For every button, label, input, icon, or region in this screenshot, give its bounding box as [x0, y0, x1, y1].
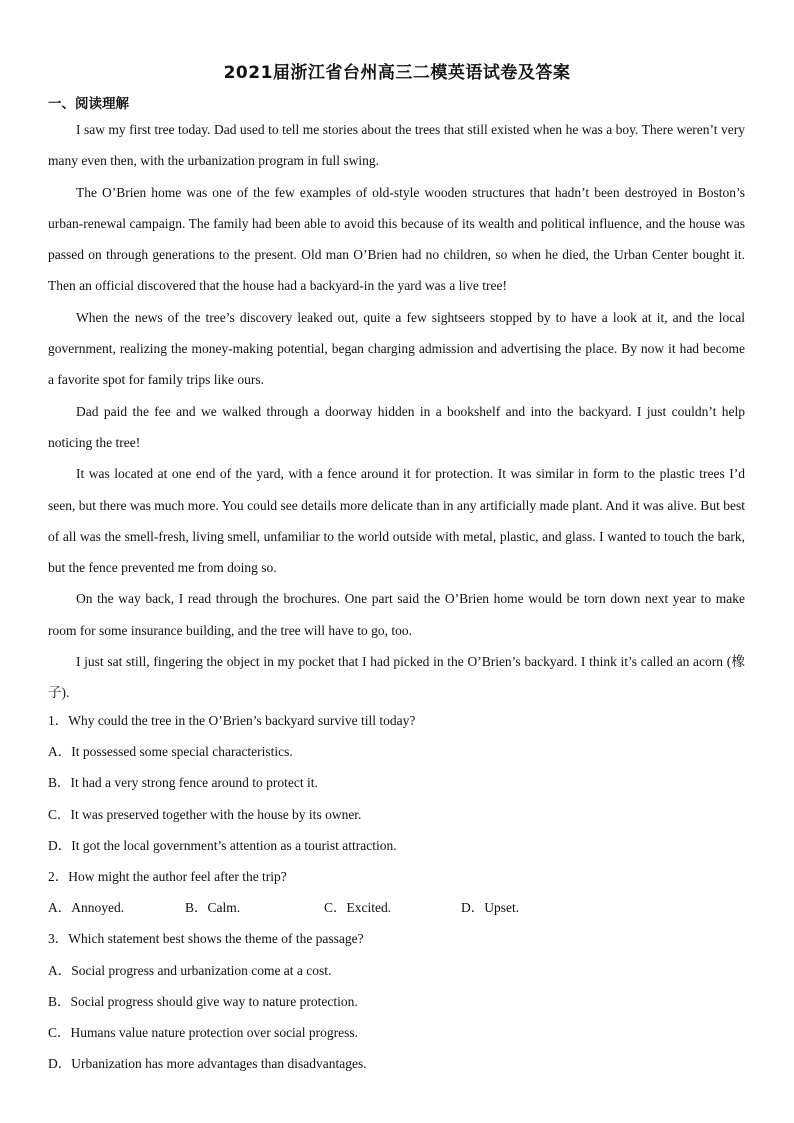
passage-paragraph: Dad paid the fee and we walked through a doorway hidden in a bookshelf and into the backyard. I just couldn’t help noticing the tree! [48, 403, 745, 450]
answer-option: A．Social progress and urbanization come at a cost. [48, 962, 332, 978]
answer-option: B．Social progress should give way to nature protection. [48, 993, 358, 1009]
answer-option: D．It got the local government’s attention as a tourist attraction. [48, 837, 397, 853]
passage-paragraph: On the way back, I read through the brochures. One part said the O’Brien home would be torn down next year to make room for some insurance building, and the tree will have to go, too. [48, 591, 745, 638]
answer-option: B．It had a very strong fence around to protect it. [48, 775, 318, 791]
answer-option: C．Excited. [324, 900, 392, 916]
question-stem: 2．How might the author feel after the trip? [48, 869, 287, 885]
question-stem: 3．Which statement best shows the theme of the passage? [48, 931, 364, 947]
passage-paragraph: The O’Brien home was one of the few examples of old-style wooden structures that hadn’t been destroyed in Boston’s urban-renewal campaign. The family had been able to avoid this because of its wealth and political influence, and the house was passed on through generations to the present. Old man O’Brien had no children, so when he died, the Urban Center bought it. Then an official discovered that the house had a backyard-in the yard was a live tree! [48, 184, 745, 294]
passage-paragraph: I just sat still, fingering the object in my pocket that I had picked in the O’Brien’s backyard. I think it’s called an acorn (橡子). [48, 654, 745, 701]
answer-option: D．Urbanization has more advantages than disadvantages. [48, 1056, 367, 1072]
reading-passage [48, 114, 745, 709]
question-stem: 1．Why could the tree in the O’Brien’s backyard survive till today? [48, 713, 416, 728]
answer-option: C．It was preserved together with the house by its owner. [48, 806, 362, 822]
section-heading: 一、阅读理解 [48, 96, 129, 112]
answer-option: A．It possessed some special characteristics. [48, 744, 293, 760]
passage-paragraph: When the news of the tree’s discovery leaked out, quite a few sightseers stopped by to have a look at it, and the local government, realizing the money-making potential, began charging admission and advertising the place. By now it had become a favorite spot for family trips like ours. [48, 309, 745, 388]
passage-paragraph: It was located at one end of the yard, with a fence around it for protection. It was similar in form to the plastic trees I’d seen, but there was much more. You could see details more delicate than in any artificially made plant. And it was alive. But best of all was the smell-fresh, living smell, unfamiliar to the world outside with metal, plastic, and glass. I wanted to touch the bark, but the fence prevented me from doing so. [48, 466, 745, 576]
page-title: 2021届浙江省台州高三二模英语试卷及答案 [223, 63, 571, 83]
answer-option: A．Annoyed. [48, 900, 125, 916]
answer-option: D．Upset. [461, 900, 520, 916]
question-list [48, 705, 745, 1079]
answer-option-row [48, 892, 745, 923]
answer-option: B．Calm. [185, 900, 241, 916]
answer-option: C．Humans value nature protection over social progress. [48, 1025, 359, 1041]
passage-paragraph: I saw my first tree today. Dad used to tell me stories about the trees that still existed when he was a boy. There weren’t very many even then, with the urbanization program in full swing. [48, 122, 745, 169]
